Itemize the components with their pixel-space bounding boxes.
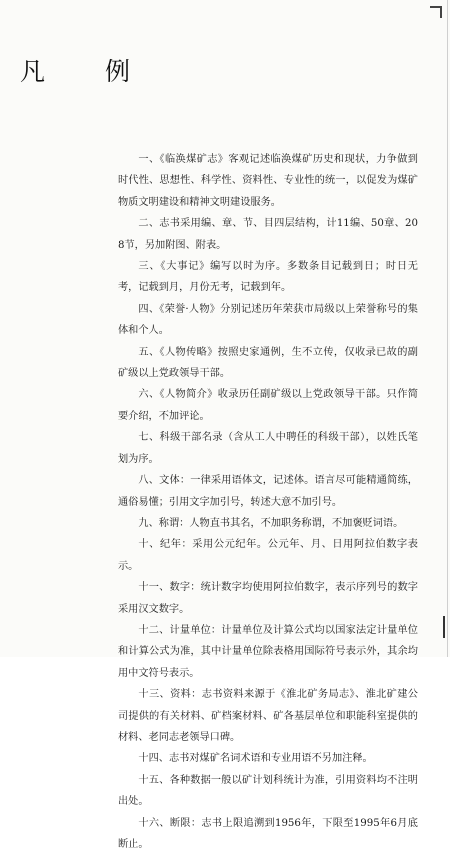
page-title: 凡 例	[20, 57, 156, 86]
note-paragraph-5: 五、《人物传略》按照史家通例，生不立传，仅收录已故的副矿级以上党政领导干部。	[118, 346, 418, 380]
note-paragraph-14: 十四、志书对煤矿名词术语和专业用语不另加注释。	[138, 753, 373, 765]
note-paragraph-9: 九、称谓：人物直书其名，不加职务称谓，不加褒贬词语。	[138, 517, 404, 529]
note-paragraph-2: 二、志书采用编、章、节、目四层结构，计11编、50章、208节，另加附图、附表。	[118, 218, 418, 251]
note-paragraph-4: 四、《荣誉·人物》分别记述历年荣获市局级以上荣誉称号的集体和个人。	[118, 303, 418, 337]
note-paragraph-13: 十三、资料：志书资料来源于《淮北矿务局志》、淮北矿建公司提供的有关材料、矿档案材料、矿各基层单位和职能科室提供的材料、老同志老领导口碑。	[118, 689, 418, 743]
note-paragraph-8: 八、文体：一律采用语体文，记述体。语言尽可能精通简练，通俗易懂；引用文字加引号，转述大意不加引号。	[118, 475, 418, 508]
note-paragraph-16: 十六、断限：志书上限追溯到1956年，下限至1995年6月底断止。	[118, 817, 418, 850]
explanatory-notes-body	[118, 149, 418, 855]
note-paragraph-12: 十二、计量单位：计量单位及计算公式均以国家法定计量单位和计算公式为准，其中计量单位除表格用国际符号表示外，其余均用中文符号表示。	[118, 624, 418, 679]
note-paragraph-7: 七、科级干部名录（含从工人中聘任的科级干部），以姓氏笔划为序。	[118, 432, 418, 465]
margin-tick-mark	[443, 616, 445, 638]
note-paragraph-6: 六、《人物简介》收录历任副矿级以上党政领导干部。只作简要介绍，不加评论。	[118, 389, 418, 422]
note-paragraph-11: 十一、数字：统计数字均使用阿拉伯数字，表示序列号的数字采用汉文数字。	[118, 582, 418, 615]
scan-edge	[447, 0, 448, 657]
note-paragraph-10: 十、纪年：采用公元纪年。公元年、月、日用阿拉伯数字表示。	[118, 539, 418, 572]
note-paragraph-1: 一、《临涣煤矿志》客观记述临涣煤矿历史和现状，力争做到时代性、思想性、科学性、资料性、专业性的统一，以促发为煤矿物质文明建设和精神文明建设服务。	[118, 154, 418, 208]
note-paragraph-15: 十五、各种数据一般以矿计划科统计为准，引用资料均不注明出处。	[118, 774, 418, 808]
note-paragraph-3: 三、《大事记》编写以时为序。多数条目记载到日；时日无考，记载到月，月份无考，记载到年。	[118, 261, 418, 294]
scan-corner-mark	[430, 6, 442, 18]
